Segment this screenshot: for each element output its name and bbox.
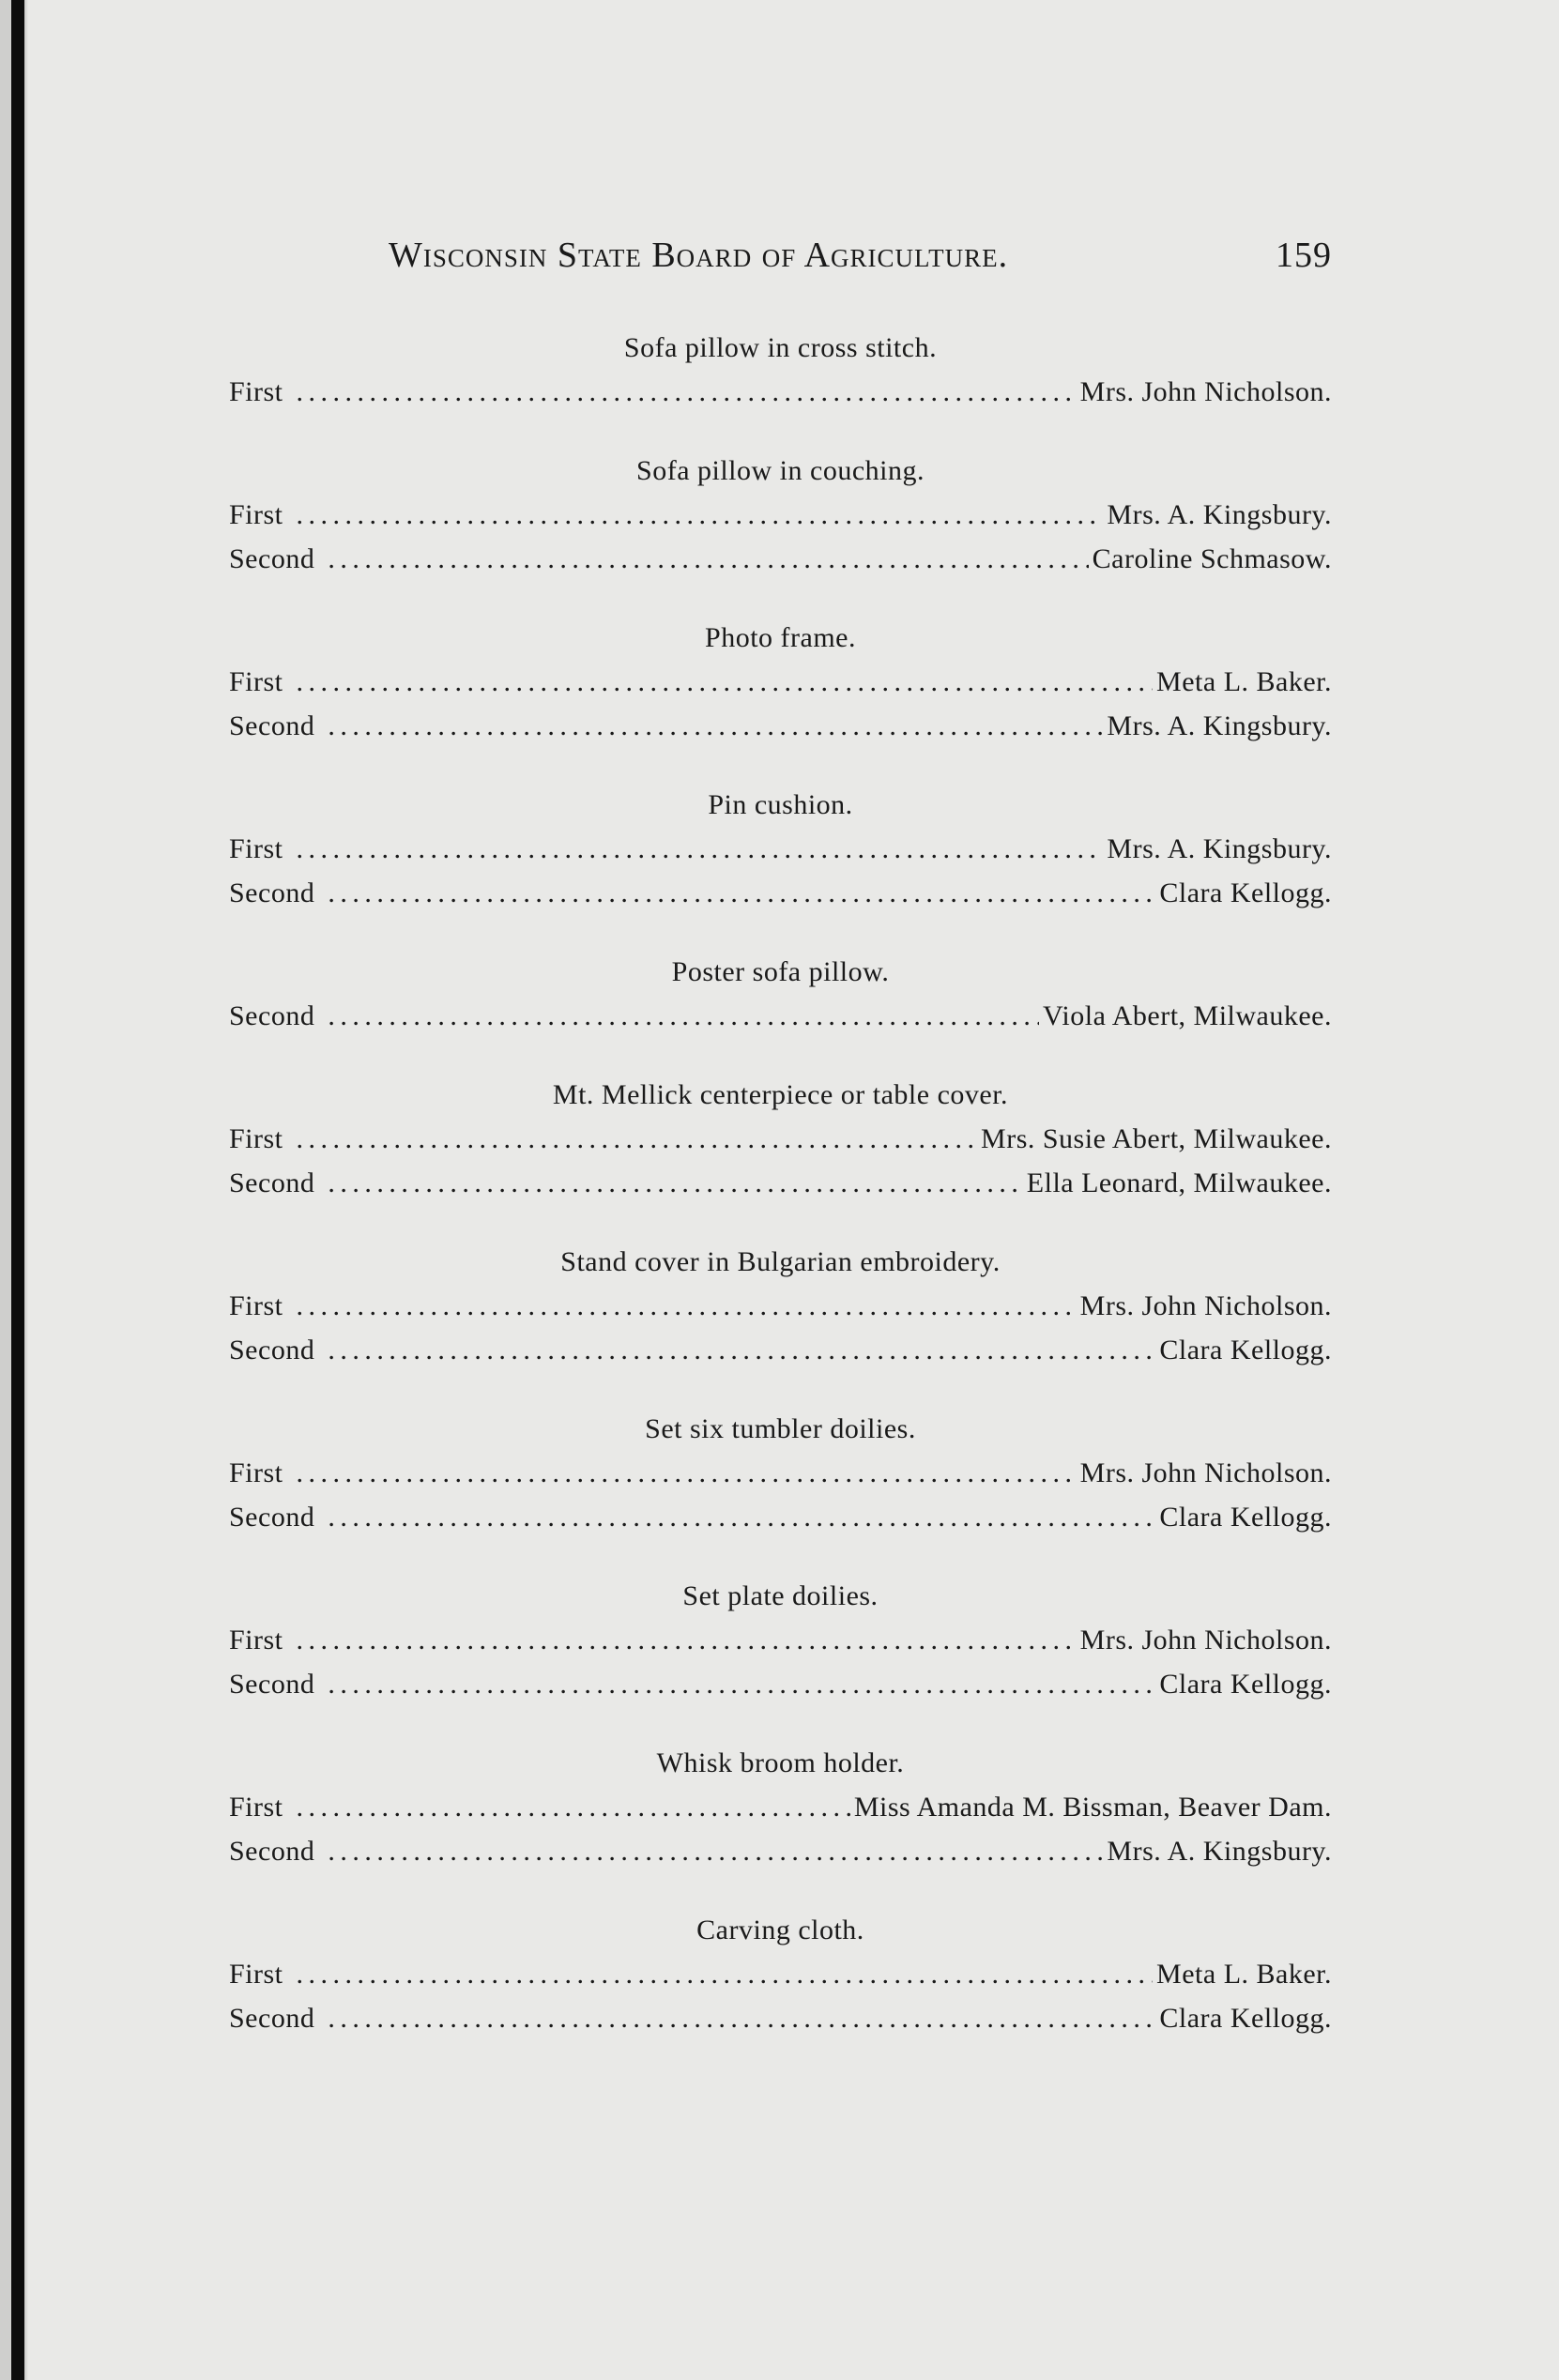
award-place: Second — [229, 1335, 315, 1365]
award-place: Second — [229, 710, 315, 741]
award-row — [229, 537, 1332, 581]
award-place: Second — [229, 1669, 315, 1700]
award-winner: Mrs. A. Kingsbury. — [1107, 833, 1332, 864]
award-place: Second — [229, 543, 315, 574]
section-title: Photo frame. — [705, 622, 856, 653]
dot-leader — [328, 994, 1039, 1038]
award-winner: Mrs. John Nicholson. — [1079, 1290, 1332, 1321]
award-row — [229, 1284, 1332, 1328]
section-title: Sofa pillow in cross stitch. — [623, 332, 938, 363]
dot-leader — [297, 1618, 1077, 1662]
award-place: First — [229, 1625, 283, 1655]
award-winner: Clara Kellogg. — [1159, 1335, 1332, 1365]
award-place: Second — [229, 2003, 315, 2034]
dot-leader — [328, 1328, 1155, 1372]
section-title: Set six tumbler doilies. — [645, 1413, 916, 1444]
award-row — [229, 1785, 1332, 1829]
award-section — [229, 1909, 1332, 2040]
award-winner: Meta L. Baker. — [1156, 666, 1332, 697]
dot-leader — [328, 537, 1088, 581]
award-section — [229, 1742, 1332, 1873]
award-row — [229, 1161, 1332, 1205]
page-number: 159 — [1276, 236, 1332, 275]
page-binding-edge — [0, 0, 28, 2380]
section-title: Whisk broom holder. — [656, 1747, 905, 1778]
award-row — [229, 871, 1332, 915]
award-winner: Clara Kellogg. — [1159, 1669, 1332, 1700]
running-head — [229, 235, 1332, 291]
running-head-title: Wisconsin State Board of Agriculture. — [389, 236, 1009, 275]
dot-leader — [297, 1451, 1077, 1495]
section-title: Stand cover in Bulgarian embroidery. — [560, 1246, 1001, 1277]
dot-leader — [328, 1996, 1155, 2040]
award-row — [229, 1952, 1332, 1996]
dot-leader — [328, 871, 1155, 915]
award-place: Second — [229, 1502, 315, 1533]
award-section — [229, 1074, 1332, 1205]
award-section — [229, 784, 1332, 915]
award-winner: Mrs. Susie Abert, Milwaukee. — [981, 1123, 1332, 1154]
dot-leader — [297, 827, 1104, 871]
award-place: Second — [229, 877, 315, 908]
award-row — [229, 1328, 1332, 1372]
section-title: Poster sofa pillow. — [671, 956, 890, 987]
dot-leader — [328, 1161, 1022, 1205]
section-title: Sofa pillow in couching. — [636, 455, 925, 486]
dot-leader — [297, 1785, 850, 1829]
award-row — [229, 493, 1332, 537]
award-place: First — [229, 1290, 283, 1321]
award-winner: Viola Abert, Milwaukee. — [1043, 1000, 1332, 1031]
section-title: Carving cloth. — [696, 1915, 864, 1945]
dot-leader — [297, 493, 1104, 537]
award-winner: Miss Amanda M. Bissman, Beaver Dam. — [853, 1792, 1332, 1823]
section-title: Pin cushion. — [708, 789, 853, 820]
award-place: First — [229, 1123, 283, 1154]
dot-leader — [297, 1952, 1154, 1996]
dot-leader — [328, 704, 1103, 748]
award-row — [229, 1996, 1332, 2040]
award-winner: Clara Kellogg. — [1159, 877, 1332, 908]
award-winner: Mrs. John Nicholson. — [1079, 376, 1332, 407]
award-row — [229, 827, 1332, 871]
award-section — [229, 1241, 1332, 1372]
award-section — [229, 1575, 1332, 1706]
award-place: First — [229, 666, 283, 697]
award-row — [229, 704, 1332, 748]
award-place: First — [229, 1792, 283, 1823]
award-winner: Clara Kellogg. — [1159, 1502, 1332, 1533]
award-winner: Ella Leonard, Milwaukee. — [1026, 1167, 1332, 1198]
award-row — [229, 1495, 1332, 1539]
dot-leader — [297, 370, 1077, 414]
award-place: Second — [229, 1000, 315, 1031]
award-winner: Mrs. A. Kingsbury. — [1107, 499, 1332, 530]
award-row — [229, 1117, 1332, 1161]
award-row — [229, 994, 1332, 1038]
award-row — [229, 1618, 1332, 1662]
award-row — [229, 370, 1332, 414]
dot-leader — [328, 1829, 1103, 1873]
award-place: First — [229, 499, 283, 530]
award-row — [229, 1829, 1332, 1873]
section-title: Set plate doilies. — [682, 1580, 879, 1611]
award-place: First — [229, 1959, 283, 1990]
award-winner: Clara Kellogg. — [1159, 2003, 1332, 2034]
award-section — [229, 1408, 1332, 1539]
award-place: First — [229, 833, 283, 864]
dot-leader — [297, 660, 1154, 704]
award-winner: Mrs. A. Kingsbury. — [1107, 710, 1332, 741]
award-place: First — [229, 376, 283, 407]
award-winner: Meta L. Baker. — [1156, 1959, 1332, 1990]
award-section — [229, 951, 1332, 1038]
document-page — [229, 235, 1332, 2040]
award-row — [229, 660, 1332, 704]
award-winner: Mrs. A. Kingsbury. — [1107, 1836, 1332, 1867]
dot-leader — [297, 1117, 978, 1161]
award-row — [229, 1451, 1332, 1495]
award-section — [229, 450, 1332, 581]
award-place: Second — [229, 1836, 315, 1867]
award-row — [229, 1662, 1332, 1706]
dot-leader — [328, 1662, 1155, 1706]
award-section — [229, 617, 1332, 748]
section-title: Mt. Mellick centerpiece or table cover. — [552, 1079, 1009, 1110]
award-place: Second — [229, 1167, 315, 1198]
dot-leader — [297, 1284, 1077, 1328]
award-section — [229, 327, 1332, 414]
dot-leader — [328, 1495, 1155, 1539]
award-winner: Mrs. John Nicholson. — [1079, 1457, 1332, 1488]
award-place: First — [229, 1457, 283, 1488]
award-winner: Mrs. John Nicholson. — [1079, 1625, 1332, 1655]
award-winner: Caroline Schmasow. — [1092, 543, 1332, 574]
